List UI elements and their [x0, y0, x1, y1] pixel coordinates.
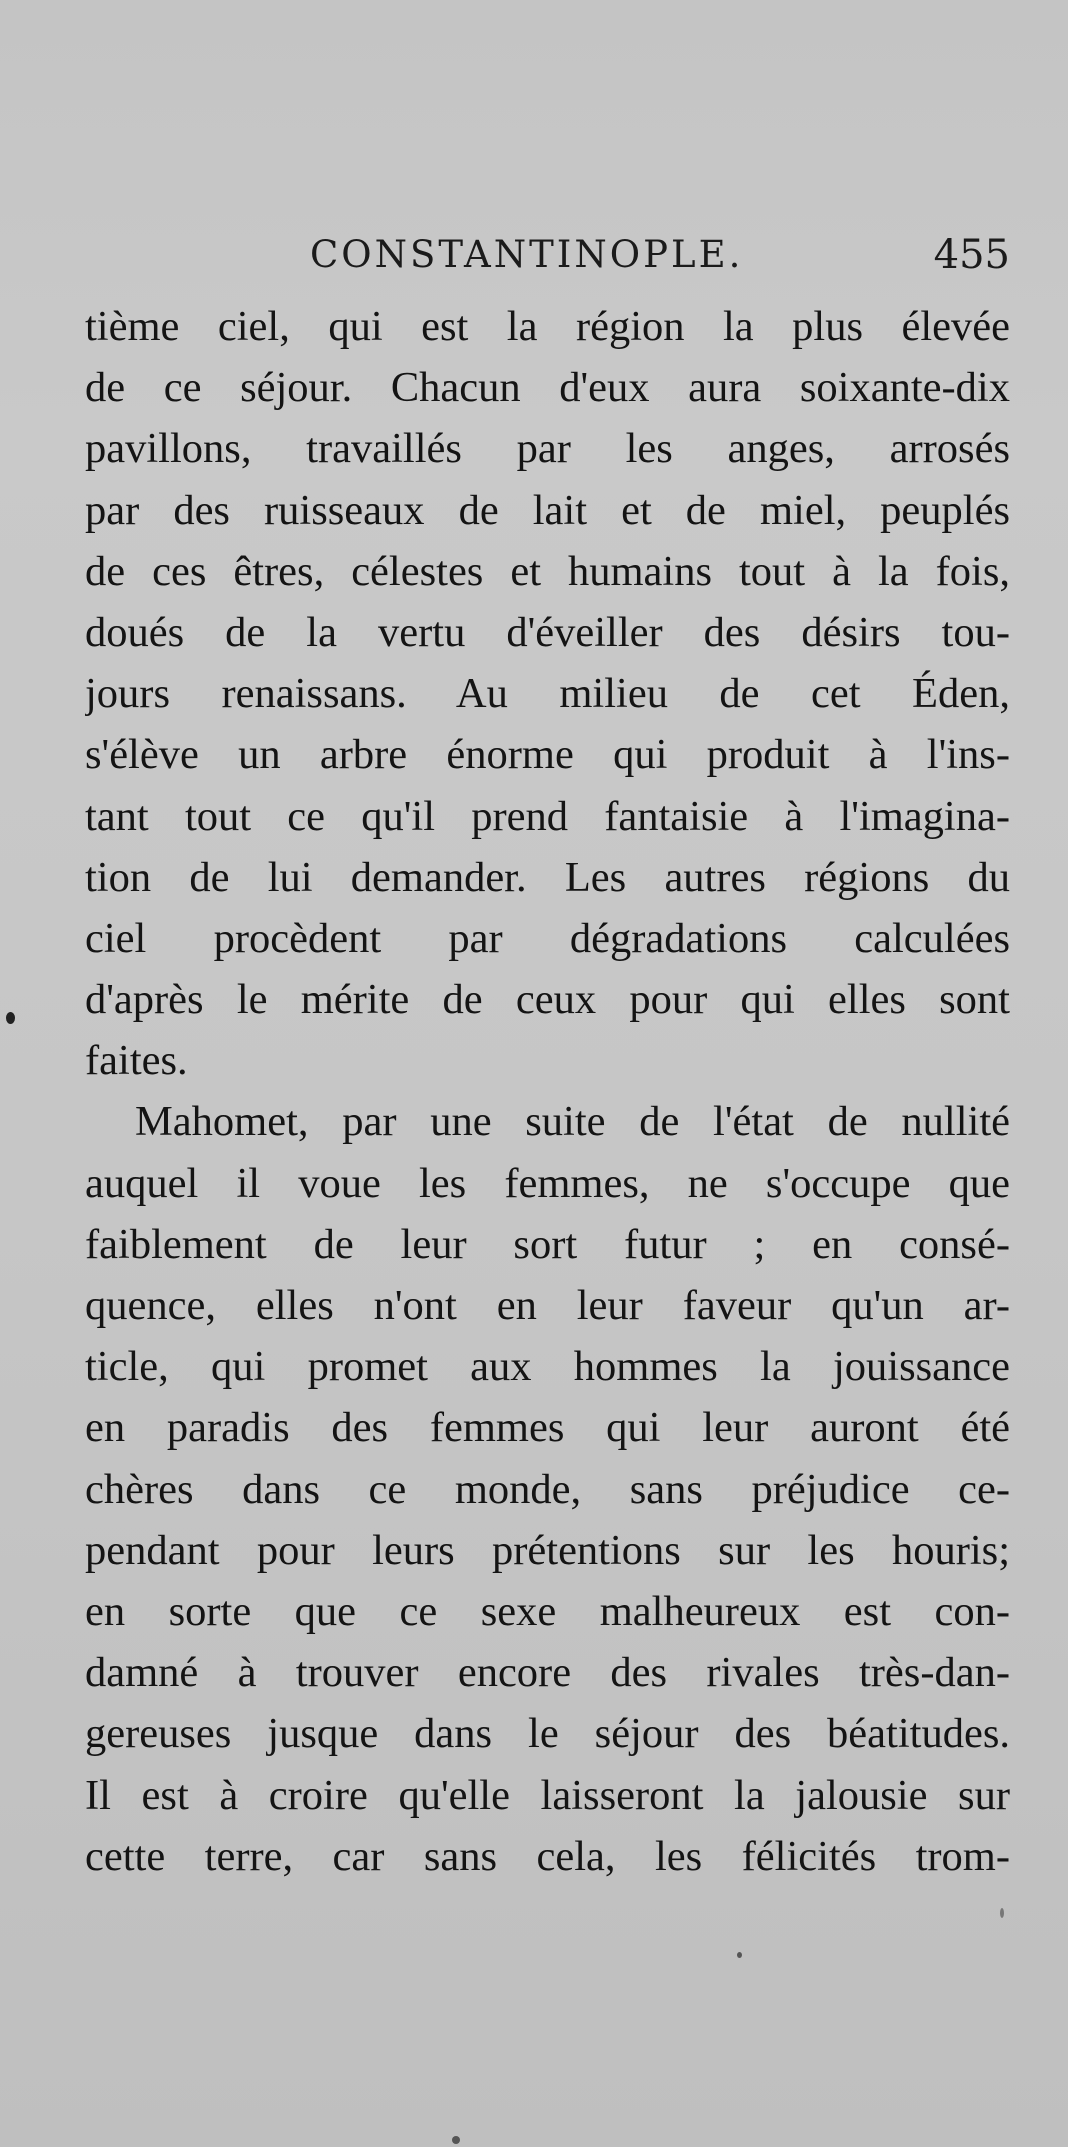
paper-speck — [452, 2136, 460, 2144]
text-line: ciel procèdent par dégradations calculées — [85, 914, 1010, 962]
text-line: pendant pour leurs prétentions sur les houris; — [85, 1526, 1010, 1574]
text-line: ticle, qui promet aux hommes la jouissance — [85, 1343, 1010, 1391]
text-line: cette terre, car sans cela, les félicités trom- — [85, 1832, 1010, 1880]
text-line: faites. — [85, 1037, 188, 1085]
text-line: gereuses jusque dans le séjour des béatitudes. — [85, 1710, 1010, 1758]
running-title: CONSTANTINOPLE. — [310, 233, 744, 276]
text-line: jours renaissans. Au milieu de cet Éden, — [85, 670, 1010, 718]
text-line: tion de lui demander. Les autres régions du — [85, 853, 1010, 901]
text-line: damné à trouver encore des rivales très-dan- — [85, 1649, 1010, 1697]
text-line: s'élève un arbre énorme qui produit à l'ins- — [85, 731, 1010, 779]
text-line: chères dans ce monde, sans préjudice ce- — [85, 1465, 1010, 1513]
text-line: auquel il voue les femmes, ne s'occupe que — [85, 1159, 1010, 1207]
text-line: pavillons, travaillés par les anges, arrosés — [85, 425, 1010, 473]
body-text — [85, 296, 1010, 1887]
text-line: Il est à croire qu'elle laisseront la jalousie sur — [85, 1771, 1010, 1819]
text-line: en paradis des femmes qui leur auront été — [85, 1404, 1010, 1452]
text-line: quence, elles n'ont en leur faveur qu'un ar- — [85, 1282, 1010, 1329]
text-line: doués de la vertu d'éveiller des désirs tou- — [85, 608, 1010, 656]
text-line: de ces êtres, célestes et humains tout à la fois, — [85, 547, 1010, 595]
paper-speck — [6, 1012, 15, 1024]
paper-speck — [1000, 1908, 1004, 1918]
text-line: en sorte que ce sexe malheureux est con- — [85, 1587, 1010, 1635]
text-line: tant tout ce qu'il prend fantaisie à l'imagina- — [85, 792, 1010, 840]
page-header — [310, 225, 1010, 285]
text-line: par des ruisseaux de lait et de miel, peuplés — [85, 486, 1010, 534]
paragraph — [85, 296, 1010, 1091]
text-line: d'après le mérite de ceux pour qui elles sont — [85, 976, 1010, 1024]
text-line: tième ciel, qui est la région la plus élevée — [85, 303, 1010, 350]
paragraph — [85, 1091, 1010, 1886]
paper-speck — [737, 1952, 742, 1958]
text-line: Mahomet, par une suite de l'état de nullité — [135, 1098, 1010, 1146]
text-line: de ce séjour. Chacun d'eux aura soixante-dix — [85, 364, 1010, 412]
text-line: faiblement de leur sort futur ; en consé- — [85, 1220, 1010, 1268]
page-number: 455 — [933, 232, 1010, 278]
